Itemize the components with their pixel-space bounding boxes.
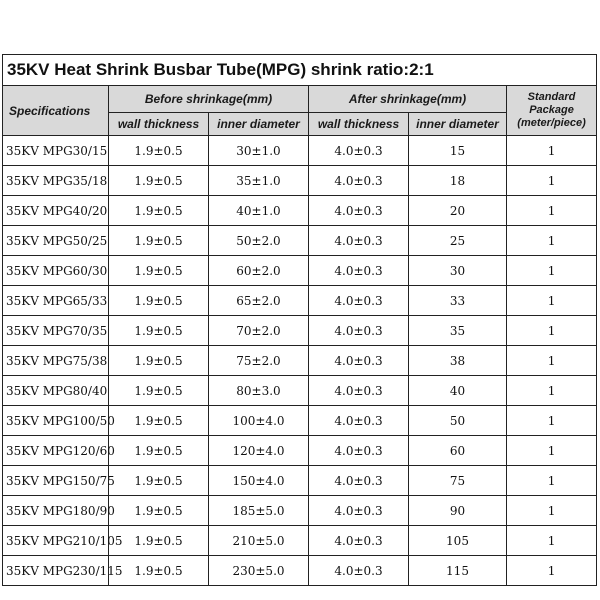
cell-after-wall-thickness: 4.0±0.3 bbox=[309, 346, 409, 376]
cell-standard-package: 1 bbox=[507, 136, 597, 166]
cell-after-inner-diameter: 35 bbox=[409, 316, 507, 346]
spec-table-container bbox=[2, 54, 597, 586]
table-row bbox=[3, 406, 597, 436]
cell-before-inner-diameter: 230±5.0 bbox=[209, 556, 309, 586]
cell-after-inner-diameter: 15 bbox=[409, 136, 507, 166]
cell-after-wall-thickness: 4.0±0.3 bbox=[309, 376, 409, 406]
table-row bbox=[3, 466, 597, 496]
cell-standard-package: 1 bbox=[507, 436, 597, 466]
cell-after-wall-thickness: 4.0±0.3 bbox=[309, 226, 409, 256]
table-row bbox=[3, 196, 597, 226]
cell-specification: 35KV MPG80/40 bbox=[3, 376, 109, 406]
cell-after-inner-diameter: 115 bbox=[409, 556, 507, 586]
table-row bbox=[3, 526, 597, 556]
cell-specification: 35KV MPG230/115 bbox=[3, 556, 109, 586]
cell-before-inner-diameter: 100±4.0 bbox=[209, 406, 309, 436]
header-before-shrinkage: Before shrinkage(mm) bbox=[109, 86, 309, 113]
cell-specification: 35KV MPG100/50 bbox=[3, 406, 109, 436]
cell-specification: 35KV MPG120/60 bbox=[3, 436, 109, 466]
cell-after-wall-thickness: 4.0±0.3 bbox=[309, 556, 409, 586]
cell-before-inner-diameter: 40±1.0 bbox=[209, 196, 309, 226]
cell-specification: 35KV MPG30/15 bbox=[3, 136, 109, 166]
cell-specification: 35KV MPG150/75 bbox=[3, 466, 109, 496]
table-row bbox=[3, 226, 597, 256]
cell-after-wall-thickness: 4.0±0.3 bbox=[309, 286, 409, 316]
cell-before-wall-thickness: 1.9±0.5 bbox=[109, 436, 209, 466]
header-before-inner-diameter: inner diameter bbox=[209, 113, 309, 136]
header-after-wall-thickness: wall thickness bbox=[309, 113, 409, 136]
cell-before-inner-diameter: 30±1.0 bbox=[209, 136, 309, 166]
cell-after-wall-thickness: 4.0±0.3 bbox=[309, 466, 409, 496]
cell-before-wall-thickness: 1.9±0.5 bbox=[109, 526, 209, 556]
table-row bbox=[3, 256, 597, 286]
cell-after-inner-diameter: 60 bbox=[409, 436, 507, 466]
header-specifications: Specifications bbox=[3, 86, 109, 136]
cell-after-wall-thickness: 4.0±0.3 bbox=[309, 166, 409, 196]
cell-before-wall-thickness: 1.9±0.5 bbox=[109, 406, 209, 436]
cell-before-wall-thickness: 1.9±0.5 bbox=[109, 256, 209, 286]
cell-specification: 35KV MPG210/105 bbox=[3, 526, 109, 556]
cell-before-wall-thickness: 1.9±0.5 bbox=[109, 286, 209, 316]
cell-standard-package: 1 bbox=[507, 316, 597, 346]
cell-specification: 35KV MPG65/33 bbox=[3, 286, 109, 316]
cell-before-inner-diameter: 70±2.0 bbox=[209, 316, 309, 346]
cell-specification: 35KV MPG35/18 bbox=[3, 166, 109, 196]
table-row bbox=[3, 496, 597, 526]
cell-specification: 35KV MPG40/20 bbox=[3, 196, 109, 226]
cell-specification: 35KV MPG75/38 bbox=[3, 346, 109, 376]
cell-before-inner-diameter: 80±3.0 bbox=[209, 376, 309, 406]
cell-specification: 35KV MPG50/25 bbox=[3, 226, 109, 256]
cell-after-inner-diameter: 30 bbox=[409, 256, 507, 286]
cell-standard-package: 1 bbox=[507, 166, 597, 196]
header-after-shrinkage: After shrinkage(mm) bbox=[309, 86, 507, 113]
cell-before-wall-thickness: 1.9±0.5 bbox=[109, 466, 209, 496]
cell-standard-package: 1 bbox=[507, 286, 597, 316]
cell-standard-package: 1 bbox=[507, 256, 597, 286]
cell-after-wall-thickness: 4.0±0.3 bbox=[309, 256, 409, 286]
cell-standard-package: 1 bbox=[507, 196, 597, 226]
cell-before-inner-diameter: 60±2.0 bbox=[209, 256, 309, 286]
cell-standard-package: 1 bbox=[507, 556, 597, 586]
cell-before-inner-diameter: 210±5.0 bbox=[209, 526, 309, 556]
table-row bbox=[3, 286, 597, 316]
cell-after-inner-diameter: 40 bbox=[409, 376, 507, 406]
cell-before-inner-diameter: 120±4.0 bbox=[209, 436, 309, 466]
cell-after-inner-diameter: 20 bbox=[409, 196, 507, 226]
cell-after-inner-diameter: 105 bbox=[409, 526, 507, 556]
cell-standard-package: 1 bbox=[507, 406, 597, 436]
cell-standard-package: 1 bbox=[507, 376, 597, 406]
cell-after-wall-thickness: 4.0±0.3 bbox=[309, 316, 409, 346]
cell-after-inner-diameter: 33 bbox=[409, 286, 507, 316]
table-row bbox=[3, 556, 597, 586]
cell-standard-package: 1 bbox=[507, 346, 597, 376]
cell-after-inner-diameter: 38 bbox=[409, 346, 507, 376]
cell-before-wall-thickness: 1.9±0.5 bbox=[109, 496, 209, 526]
cell-specification: 35KV MPG70/35 bbox=[3, 316, 109, 346]
cell-before-wall-thickness: 1.9±0.5 bbox=[109, 346, 209, 376]
table-row bbox=[3, 166, 597, 196]
header-standard-package: Standard Package (meter/piece) bbox=[507, 86, 597, 136]
cell-after-wall-thickness: 4.0±0.3 bbox=[309, 136, 409, 166]
cell-before-inner-diameter: 35±1.0 bbox=[209, 166, 309, 196]
cell-standard-package: 1 bbox=[507, 466, 597, 496]
table-row bbox=[3, 436, 597, 466]
cell-before-wall-thickness: 1.9±0.5 bbox=[109, 376, 209, 406]
header-before-wall-thickness: wall thickness bbox=[109, 113, 209, 136]
table-title: 35KV Heat Shrink Busbar Tube(MPG) shrink ratio:2:1 bbox=[3, 55, 597, 86]
cell-after-inner-diameter: 18 bbox=[409, 166, 507, 196]
table-row bbox=[3, 346, 597, 376]
header-after-inner-diameter: inner diameter bbox=[409, 113, 507, 136]
cell-before-inner-diameter: 75±2.0 bbox=[209, 346, 309, 376]
table-row bbox=[3, 136, 597, 166]
cell-standard-package: 1 bbox=[507, 226, 597, 256]
cell-specification: 35KV MPG60/30 bbox=[3, 256, 109, 286]
cell-specification: 35KV MPG180/90 bbox=[3, 496, 109, 526]
cell-before-wall-thickness: 1.9±0.5 bbox=[109, 136, 209, 166]
cell-before-wall-thickness: 1.9±0.5 bbox=[109, 226, 209, 256]
cell-before-inner-diameter: 50±2.0 bbox=[209, 226, 309, 256]
cell-standard-package: 1 bbox=[507, 526, 597, 556]
cell-before-wall-thickness: 1.9±0.5 bbox=[109, 166, 209, 196]
cell-after-wall-thickness: 4.0±0.3 bbox=[309, 526, 409, 556]
cell-after-inner-diameter: 90 bbox=[409, 496, 507, 526]
cell-after-inner-diameter: 25 bbox=[409, 226, 507, 256]
cell-after-wall-thickness: 4.0±0.3 bbox=[309, 406, 409, 436]
cell-before-wall-thickness: 1.9±0.5 bbox=[109, 196, 209, 226]
cell-after-inner-diameter: 75 bbox=[409, 466, 507, 496]
cell-before-inner-diameter: 65±2.0 bbox=[209, 286, 309, 316]
cell-after-wall-thickness: 4.0±0.3 bbox=[309, 196, 409, 226]
cell-before-wall-thickness: 1.9±0.5 bbox=[109, 556, 209, 586]
spec-table bbox=[2, 54, 597, 586]
table-row bbox=[3, 316, 597, 346]
cell-after-wall-thickness: 4.0±0.3 bbox=[309, 496, 409, 526]
cell-before-inner-diameter: 150±4.0 bbox=[209, 466, 309, 496]
cell-after-inner-diameter: 50 bbox=[409, 406, 507, 436]
cell-before-inner-diameter: 185±5.0 bbox=[209, 496, 309, 526]
cell-standard-package: 1 bbox=[507, 496, 597, 526]
table-row bbox=[3, 376, 597, 406]
cell-before-wall-thickness: 1.9±0.5 bbox=[109, 316, 209, 346]
cell-after-wall-thickness: 4.0±0.3 bbox=[309, 436, 409, 466]
